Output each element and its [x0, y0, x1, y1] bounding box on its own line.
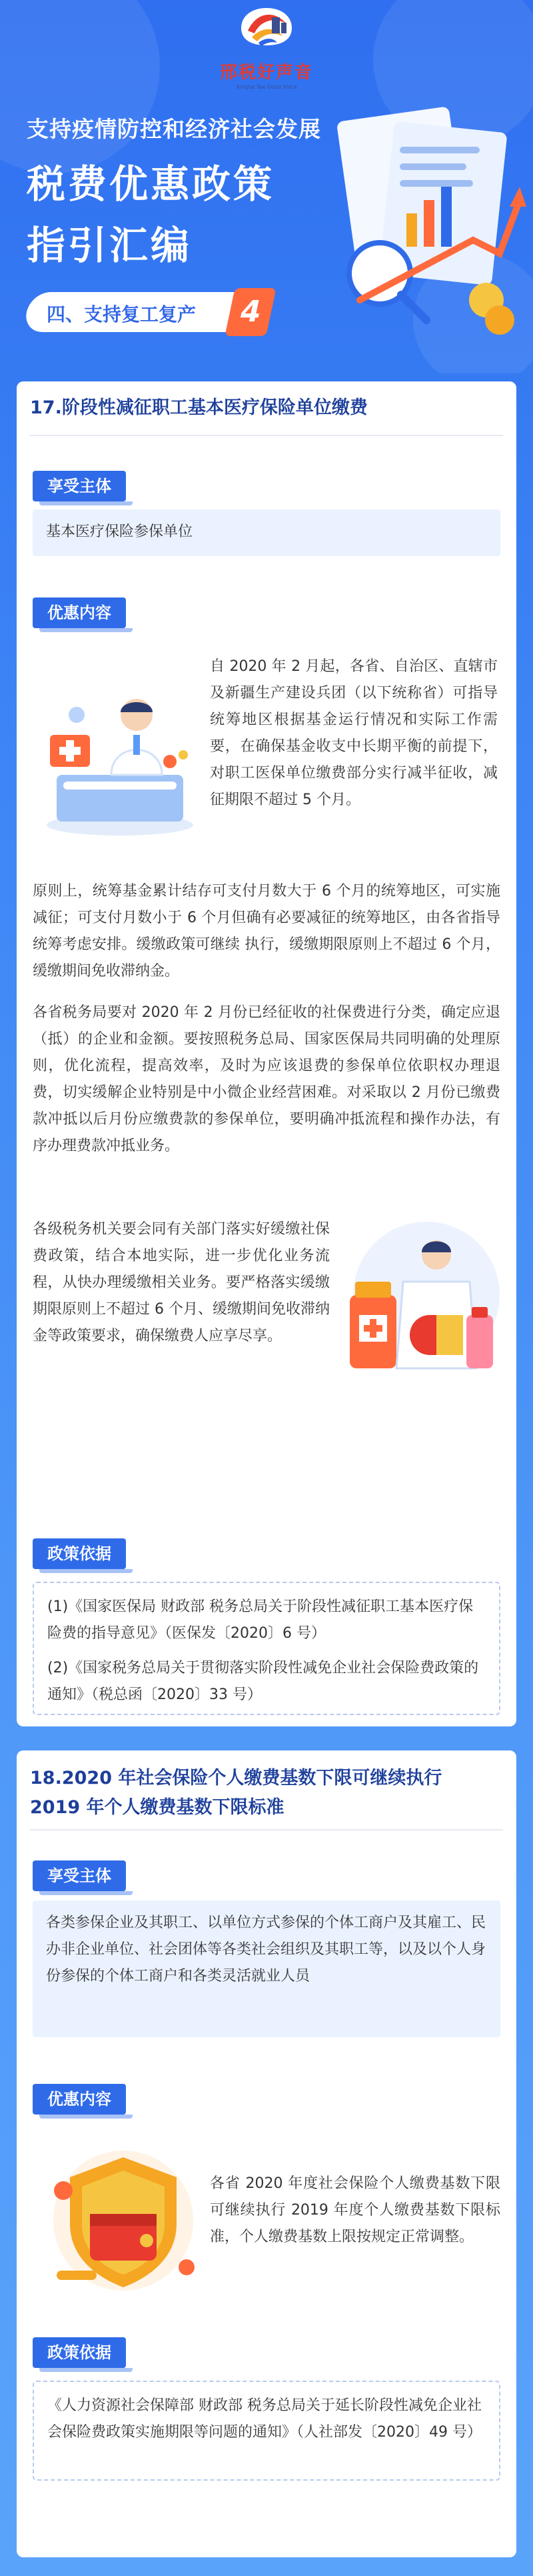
basis-item: (1)《国家医保局 财政部 税务总局关于阶段性减征职工基本医疗保险费的指导意见》（医保发〔2020〕6 号） — [47, 1598, 474, 1642]
document-chart-icon — [320, 100, 526, 347]
title-divider — [30, 435, 503, 436]
content-paragraph: 各省税务局要对 2020 年 2 月份已经征收的社保费进行分类，确定应退（抵）的企业和金额。要按照税务总局、国家医保局共同明确的处理原则，优化流程，提高效率，及时为应该退费的参保单位依职权办理退费，切实缓解企业特别是中小微企业经营困难。对采取以 2 月份已缴费款冲抵以后月份应缴费款的参保单位，要明确冲抵流程和操作办法，有序办理费款冲抵业务。 — [33, 1004, 500, 1154]
subject-text: 基本医疗保险参保单位 — [33, 509, 500, 556]
header-title-line1: 税费优惠政策 — [27, 161, 275, 207]
page-header — [0, 0, 533, 373]
subject-label: 享受主体 — [33, 471, 126, 501]
section-badge-number: 4 — [225, 288, 276, 336]
wallet-shield-icon — [43, 2137, 203, 2304]
header-title-line2: 指引汇编 — [27, 223, 193, 268]
header-subtitle: 支持疫情防控和经济社会发展 — [27, 116, 321, 142]
doctor-icon — [37, 675, 203, 842]
title-divider — [30, 1829, 503, 1830]
policy-card-18 — [17, 1750, 516, 2557]
logo-icon — [235, 4, 298, 57]
content-label: 优惠内容 — [33, 2084, 126, 2115]
content-paragraph: 各级税务机关要会同有关部门落实好缓缴社保费政策，结合本地实际，进一步优化业务流程，从快办理缓缴相关业务。要严格落实缓缴期限原则上不超过 6 个月、缓缴期间免收滞纳金等政策要求，确保缴费人应享尽享。 — [33, 1221, 330, 1344]
subject-text: 各类参保企业及其职工、以单位方式参保的个体工商户及其雇工、民办非企业单位、社会团体等各类社会组织及其职工等，以及以个人身份参保的个体工商户和各类灵活就业人员 — [33, 1900, 500, 2037]
logo-subtitle: Xingtai Tax Good Voice — [236, 84, 297, 90]
policy-basis-box — [33, 2381, 500, 2481]
content-paragraph: 各省 2020 年度社会保险个人缴费基数下限可继续执行 2019 年度个人缴费基数下限标准，个人缴费基数上限按规定正常调整。 — [210, 2175, 500, 2245]
content-label: 优惠内容 — [33, 597, 126, 628]
basis-label: 政策依据 — [33, 1538, 126, 1569]
content-paragraph: 自 2020 年 2 月起，各省、自治区、直辖市及新疆生产建设兵团（以下统称省）可指导统筹地区根据基金运行情况和实际工作需要，在确保基金收支中长期平衡的前提下，对职工医保单位缴费部分实行减半征收，减征期限不超过 5 个月。 — [210, 658, 498, 808]
basis-label: 政策依据 — [33, 2337, 126, 2368]
header-title-block — [27, 112, 321, 270]
policy-title: 18.2020 年社会保险个人缴费基数下限可继续执行 2019 年个人缴费基数下限标准 — [30, 1768, 442, 1818]
subject-label: 享受主体 — [33, 1860, 126, 1891]
basis-item: 《人力资源社会保障部 财政部 税务总局关于延长阶段性减免企业社会保险费政策实施期限等问题的通知》（人社部发〔2020〕49 号） — [47, 2397, 482, 2441]
basis-item: (2)《国家税务总局关于贯彻落实阶段性减免企业社会保险费政策的通知》（税总函〔2020〕33 号） — [47, 1660, 479, 1703]
policy-card-17 — [17, 381, 516, 1726]
policy-title: 17.阶段性减征职工基本医疗保险单位缴费 — [30, 397, 368, 418]
section-badge-label: 四、支持复工复产 — [47, 303, 197, 325]
logo-name: 邢税好声音 — [220, 63, 314, 83]
content-paragraph: 原则上，统筹基金累计结存可支付月数大于 6 个月的统筹地区，可实施减征；可支付月数小于 6 个月但确有必要减征的统筹地区，由各省指导统筹考虑安排。缓缴政策可继续 执行，缓缴期限原则上不超过 6 个月，缓缴期间免收滞纳金。 — [33, 883, 500, 980]
logo — [220, 4, 313, 90]
policy-basis-box — [33, 1582, 500, 1715]
medicine-bottle-icon — [336, 1215, 503, 1388]
